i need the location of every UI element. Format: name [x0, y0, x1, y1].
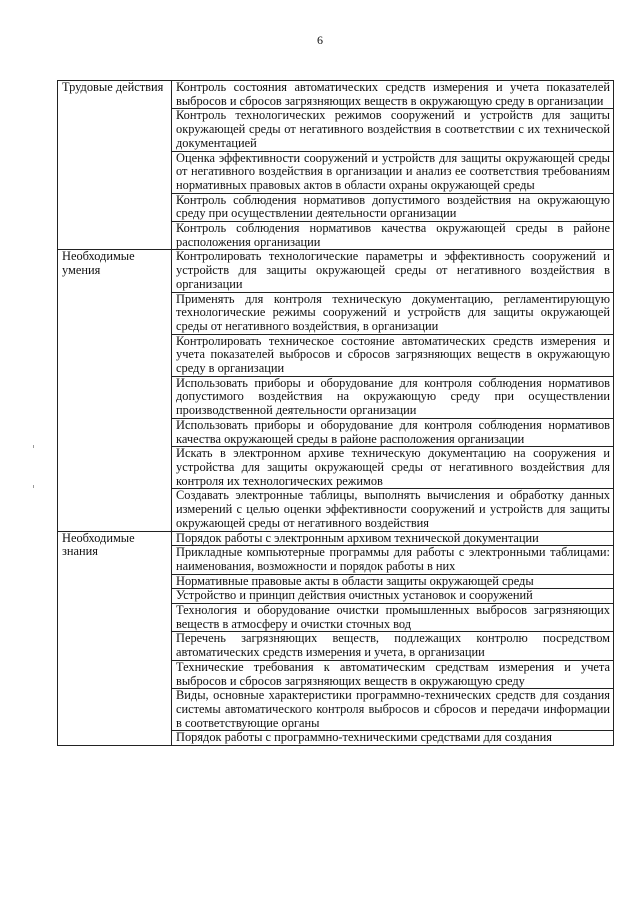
section-heading: Необходимые знания [58, 531, 172, 746]
table-cell: Контролировать технологические параметры и эффективность сооружений и устройств для защиты окружающей среды от негативного воздействия в организации [172, 250, 614, 292]
table-cell: Перечень загрязняющих веществ, подлежащих контролю посредством автоматических средств измерения и учета, в организации [172, 632, 614, 660]
table-cell: Контроль соблюдения нормативов допустимого воздействия на окружающую среду при осуществлении деятельности организации [172, 193, 614, 221]
table-cell: Создавать электронные таблицы, выполнять вычисления и обработку данных измерений с целью оценки эффективности сооружений и устройств для защиты окружающей среды от негативного воздействия [172, 489, 614, 531]
table-cell: Контроль соблюдения нормативов качества окружающей среды в районе расположения организации [172, 222, 614, 250]
table-cell: Устройство и принцип действия очистных установок и сооружений [172, 589, 614, 604]
table-cell: Применять для контроля техническую документацию, регламентирующую технологические режимы сооружений и устройств для защиты окружающей среды от негативного воздействия, в организации [172, 292, 614, 334]
scan-mark [33, 485, 34, 488]
table-cell: Нормативные правовые акты в области защиты окружающей среды [172, 574, 614, 589]
table-cell: Использовать приборы и оборудование для контроля соблюдения нормативов допустимого воздействия на окружающую среду при осуществлении производственной деятельности организации [172, 376, 614, 418]
table-cell: Порядок работы с электронным архивом технической документации [172, 531, 614, 546]
table-cell: Порядок работы с программно-техническими средствами для создания [172, 731, 614, 746]
section-heading: Необходимые умения [58, 250, 172, 531]
table-cell: Контроль состояния автоматических средств измерения и учета показателей выбросов и сбросов загрязняющих веществ в окружающую среду в организации [172, 81, 614, 109]
table-cell: Контролировать техническое состояние автоматических средств измерения и учета показателей выбросов и сбросов загрязняющих веществ в окружающую среду в организации [172, 334, 614, 376]
table-cell: Технология и оборудование очистки промышленных выбросов загрязняющих веществ в атмосферу и очистки сточных вод [172, 604, 614, 632]
table-row [58, 531, 614, 546]
table-cell: Технические требования к автоматическим средствам измерения и учета выбросов и сбросов загрязняющих веществ в окружающую среду [172, 660, 614, 688]
table-cell: Контроль технологических режимов сооружений и устройств для защиты окружающей среды от негативного воздействия в соответствии с их технической документацией [172, 109, 614, 151]
scan-mark [33, 445, 34, 448]
page-number: 6 [317, 33, 323, 47]
table-cell: Виды, основные характеристики программно-технических средств для создания системы автоматического контроля выбросов и сбросов и передачи информации в соответствующие органы [172, 689, 614, 731]
table-cell: Искать в электронном архиве техническую документацию на сооружения и устройства для защиты окружающей среды от негативного воздействия для контроля их технологических режимов [172, 447, 614, 489]
table-cell: Использовать приборы и оборудование для контроля соблюдения нормативов качества окружающей среды в районе расположения организации [172, 418, 614, 446]
competency-table [57, 80, 614, 746]
table-cell: Прикладные компьютерные программы для работы с электронными таблицами: наименования, возможности и порядок работы в них [172, 546, 614, 574]
table-cell: Оценка эффективности сооружений и устройств для защиты окружающей среды от негативного воздействия в организации и анализ ее соответствия требованиям нормативных правовых актов в области охраны окружающей среды [172, 151, 614, 193]
table-row [58, 250, 614, 292]
table-row [58, 81, 614, 109]
section-heading: Трудовые действия [58, 81, 172, 250]
